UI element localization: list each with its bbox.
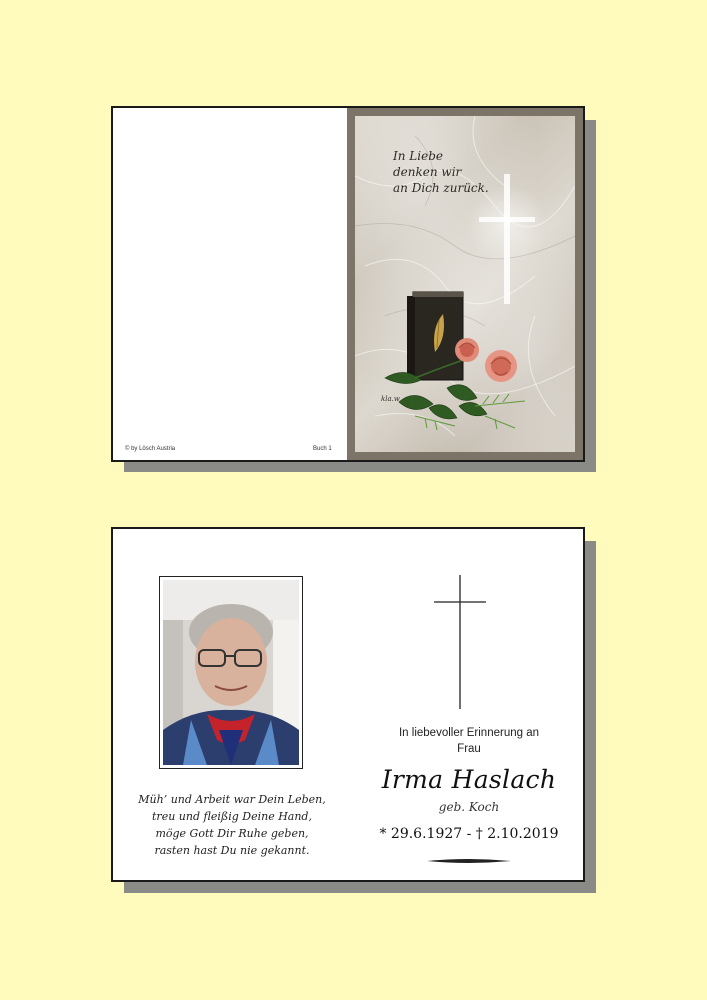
marble-background xyxy=(355,116,575,452)
memory-line: In liebevoller Erinnerung an xyxy=(398,727,539,739)
poem-line: treu und fleißig Deine Hand, xyxy=(152,810,312,823)
artist-signature: kla.w xyxy=(381,395,400,403)
card-front-panel xyxy=(347,108,583,460)
card-outside xyxy=(111,106,585,462)
poem-line: Müh’ und Arbeit war Dein Leben, xyxy=(138,793,326,806)
cross-icon xyxy=(431,575,489,711)
memorial-poem xyxy=(127,791,337,859)
portrait-frame xyxy=(159,576,303,769)
poem-line: möge Gott Dir Ruhe geben, xyxy=(155,827,309,840)
front-verse-line: an Dich zurück. xyxy=(393,181,489,195)
life-dates: * 29.6.1927 - † 2.10.2019 xyxy=(379,826,559,842)
front-verse-line: In Liebe xyxy=(393,149,443,163)
title-line: Frau xyxy=(457,743,481,755)
card-inside xyxy=(111,527,585,882)
publisher-credit: © by Lösch Austria xyxy=(125,446,176,452)
card-back-panel xyxy=(113,108,347,460)
front-verse-line: denken wir xyxy=(393,165,462,179)
poem-line: rasten hast Du nie gekannt. xyxy=(154,844,310,857)
deceased-name: Irma Haslach xyxy=(381,765,557,794)
front-verse xyxy=(393,148,489,196)
prayer-book-icon xyxy=(407,292,463,382)
portrait-photo xyxy=(163,580,299,765)
ornament-divider-icon xyxy=(427,857,511,865)
maiden-name: geb. Koch xyxy=(438,800,500,814)
product-code: Buch 1 xyxy=(313,446,332,452)
